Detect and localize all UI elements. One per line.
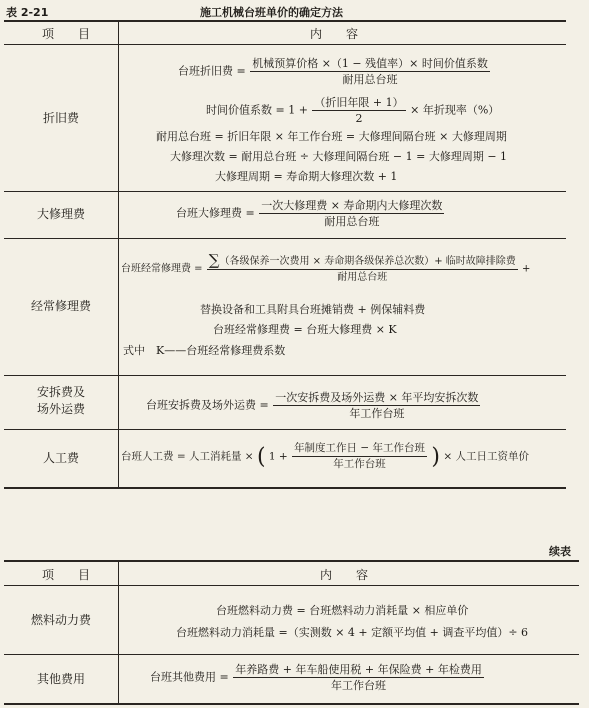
category-other: 其他费用 <box>36 672 85 686</box>
paren-close: ) <box>431 444 440 470</box>
fraction-numerator: 年制度工作日 − 年工作台班 <box>292 442 427 457</box>
fraction-denominator: 年工作台班 <box>349 407 405 420</box>
formula-rhs: × 年折现率（%） <box>410 103 500 117</box>
row-divider <box>4 429 566 430</box>
fraction-numerator <box>207 251 518 270</box>
formula-rhs: × 人工日工资单价 <box>443 450 529 463</box>
formula-depreciation-2 <box>206 96 499 125</box>
formula-maintenance-4: 式中 K——台班经常修理费系数 <box>123 344 286 357</box>
table1-bottom-border <box>4 487 566 489</box>
formula-fuel-2: 台班燃料动力消耗量 =（实测数 × 4 + 定额平均值 + 调查平均值）÷ 6 <box>176 626 529 639</box>
category-installation <box>4 384 118 418</box>
table2-header-border <box>4 585 579 586</box>
table1-top-border <box>4 20 566 22</box>
fraction-denominator: 耐用总台班 <box>342 73 398 86</box>
fraction-numerator: 一次大修理费 × 寿命期内大修理次数 <box>261 199 443 212</box>
formula-depreciation-3: 耐用总台班 = 折旧年限 × 年工作台班 = 大修理间隔台班 × 大修理周期 <box>156 130 507 143</box>
fraction-numerator: 机械预算价格 ×（1 − 残值率）× 时间价值系数 <box>252 57 488 70</box>
fraction-numerator: 一次安拆费及场外运费 × 年平均安拆次数 <box>275 391 479 404</box>
formula-lhs: 台班安拆费及场外运费 = <box>146 398 269 412</box>
table1-header-border <box>4 44 566 45</box>
row-divider <box>4 375 566 376</box>
column-divider <box>118 20 119 487</box>
fraction <box>233 663 484 692</box>
category-maintenance: 经常修理费 <box>30 299 91 313</box>
header-content: 内 容 <box>310 27 365 41</box>
fraction-numerator: 年养路费 + 年车船使用税 + 年保险费 + 年检费用 <box>235 663 482 676</box>
header-content: 内 容 <box>320 568 375 582</box>
fraction-denominator: 耐用总台班 <box>337 272 388 283</box>
formula-labor-1 <box>121 442 529 471</box>
formula-depreciation-4: 大修理次数 = 耐用总台班 ÷ 大修理间隔台班 − 1 = 大修理周期 − 1 <box>170 150 508 163</box>
formula-maintenance-3: 台班经常修理费 = 台班大修理费 × K <box>213 323 397 336</box>
row-divider <box>4 654 579 655</box>
category-overhaul: 大修理费 <box>36 207 85 221</box>
formula-lhs: 台班人工费 = 人工消耗量 × <box>121 450 254 463</box>
header-item: 项 目 <box>42 568 97 582</box>
formula-maintenance-2: 替换设备和工具附具台班摊销费 + 例保辅料费 <box>200 303 426 316</box>
formula-one: 1 + <box>268 450 288 463</box>
fraction <box>259 199 444 228</box>
fraction <box>273 391 480 420</box>
formula-lhs: 时间价值系数 = 1 + <box>206 103 308 117</box>
formula-fuel-1: 台班燃料动力费 = 台班燃料动力消耗量 × 相应单价 <box>216 604 469 617</box>
table2-top-border <box>4 560 579 562</box>
column-divider <box>118 560 119 703</box>
formula-overhaul-1 <box>176 199 445 228</box>
formula-installation-1 <box>146 391 481 420</box>
formula-lhs: 台班折旧费 = <box>178 64 246 78</box>
formula-other-1 <box>150 663 485 692</box>
formula-lhs: 台班其他费用 = <box>150 670 229 684</box>
formula-maintenance-1 <box>121 251 531 284</box>
fraction-numerator: （折旧年限 + 1） <box>314 96 404 109</box>
paren-open: ( <box>256 444 266 470</box>
fraction-denominator: 2 <box>355 112 363 125</box>
numerator-text: （各级保养一次费用 × 寿命期各级保养总次数）+ 临时故障排除费 <box>219 256 516 267</box>
fraction <box>207 251 518 284</box>
formula-depreciation-5: 大修理周期 = 寿命期大修理次数 + 1 <box>215 170 398 183</box>
category-installation-label: 安拆费及 场外运费 <box>36 385 85 416</box>
continued-label: 续表 <box>549 545 571 558</box>
category-labor: 人工费 <box>42 451 79 465</box>
formula-tail: + <box>521 263 531 275</box>
table-title: 施工机械台班单价的确定方法 <box>200 6 343 19</box>
row-divider <box>4 238 566 239</box>
category-depreciation: 折旧费 <box>42 111 79 125</box>
fraction-denominator: 年工作台班 <box>331 679 387 692</box>
formula-lhs: 台班经常修理费 = <box>121 263 203 275</box>
header-item: 项 目 <box>42 27 97 41</box>
fraction <box>292 442 427 471</box>
row-divider <box>4 191 566 192</box>
category-fuel: 燃料动力费 <box>30 613 91 627</box>
table2-bottom-border <box>4 703 579 705</box>
fraction-denominator: 耐用总台班 <box>324 215 380 228</box>
fraction-denominator: 年工作台班 <box>333 458 386 470</box>
fraction <box>312 96 405 125</box>
table-number: 表 2-21 <box>6 6 49 19</box>
formula-depreciation-1 <box>178 57 491 86</box>
formula-lhs: 台班大修理费 = <box>176 206 255 220</box>
sigma-symbol: ∑ <box>208 251 220 269</box>
fraction <box>250 57 490 86</box>
